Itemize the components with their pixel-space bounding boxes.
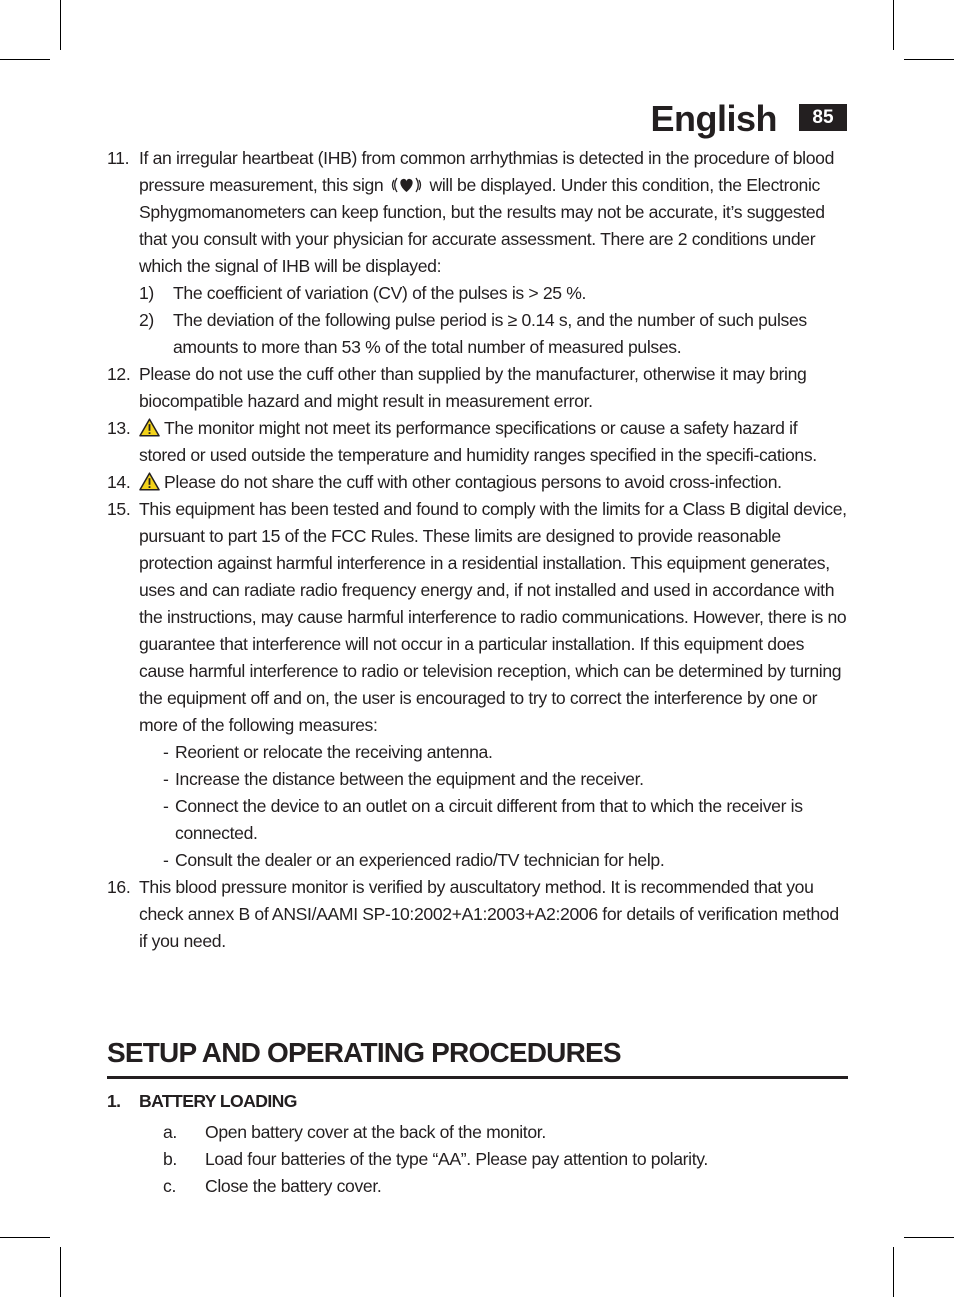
measure-2 (139, 766, 848, 793)
subsection-heading (107, 1088, 848, 1115)
note-12 (107, 361, 848, 415)
note-text: Please do not use the cuff other than supplied by the manufacturer, otherwise it may bring biocompatible hazard and might result in measurement error. (139, 364, 807, 411)
crop-mark (0, 59, 50, 60)
page-number: 85 (799, 104, 847, 131)
condition-2 (139, 307, 848, 361)
condition-1 (139, 280, 848, 307)
step-letter: a. (163, 1122, 177, 1142)
battery-step (107, 1173, 848, 1200)
step-text: Load four batteries of the type “AA”. Please pay attention to polarity. (205, 1149, 708, 1169)
item-number: 15. (107, 499, 131, 519)
step-text: Open battery cover at the back of the monitor. (205, 1122, 546, 1142)
measure-1 (139, 739, 848, 766)
measure-text: Consult the dealer or an experienced radio/TV technician for help. (175, 850, 665, 870)
measure-text: Increase the distance between the equipment and the receiver. (175, 769, 644, 789)
page-header (650, 98, 847, 140)
measure-3 (139, 793, 848, 847)
crop-mark (60, 0, 61, 50)
condition-number: 2) (139, 310, 154, 330)
crop-mark (893, 0, 894, 50)
safety-notes (107, 145, 848, 955)
crop-mark (904, 1237, 954, 1238)
warning-triangle-icon (139, 472, 160, 491)
note-14 (107, 469, 848, 496)
note-15 (107, 496, 848, 874)
note-text: If an irregular heartbeat (IHB) from common arrhythmias is detected in the procedure of blood pressure measurement, this sign (139, 148, 835, 195)
measure-4 (139, 847, 848, 874)
battery-loading (107, 1088, 848, 1200)
note-text: The monitor might not meet its performance specifications or cause a safety hazard if stored or used outside the temperature and humidity ranges specified in the specifi-cations. (139, 418, 817, 465)
crop-mark (0, 1237, 50, 1238)
item-number: 13. (107, 418, 131, 438)
item-number: 12. (107, 364, 131, 384)
battery-step (107, 1119, 848, 1146)
setup-section (107, 1033, 848, 1079)
crop-mark (60, 1247, 61, 1297)
measure-text: Connect the device to an outlet on a circuit different from that to which the receiver is connected. (175, 796, 803, 843)
dash-bullet: - (163, 769, 169, 789)
language-title: English (650, 98, 777, 139)
note-text: will be displayed. Under this condition, the Electronic Sphygmomanometers can keep function, but the results may not be accurate, it’s suggested that you consult with your physician for accurate assessment. There are 2 conditions under which the signal of IHB will be displayed: (139, 175, 825, 276)
step-text: Close the battery cover. (205, 1176, 382, 1196)
subsection-title: BATTERY LOADING (139, 1091, 297, 1111)
note-16 (107, 874, 848, 955)
item-number: 16. (107, 877, 131, 897)
item-number: 14. (107, 472, 131, 492)
step-letter: b. (163, 1149, 177, 1169)
section-divider (107, 1076, 848, 1079)
crop-mark (893, 1247, 894, 1297)
condition-text: The deviation of the following pulse period is ≥ 0.14 s, and the number of such pulses amounts to more than 53 % of the total number of measured pulses. (173, 310, 807, 357)
measure-text: Reorient or relocate the receiving antenna. (175, 742, 493, 762)
dash-bullet: - (163, 796, 169, 816)
note-text: This blood pressure monitor is verified by auscultatory method. It is recommended that you check annex B of ANSI/AAMI SP-10:2002+A1:2003+A2:2006 for details of verification method if you need. (139, 877, 839, 951)
step-letter: c. (163, 1176, 176, 1196)
battery-steps (107, 1119, 848, 1200)
crop-mark (904, 59, 954, 60)
battery-step (107, 1146, 848, 1173)
note-11 (107, 145, 848, 361)
warning-triangle-icon (139, 418, 160, 437)
subsection-number: 1. (107, 1091, 121, 1111)
dash-bullet: - (163, 742, 169, 762)
note-text: Please do not share the cuff with other contagious persons to avoid cross-infection. (164, 472, 782, 492)
section-title: SETUP AND OPERATING PROCEDURES (107, 1037, 621, 1068)
note-text: This equipment has been tested and found to comply with the limits for a Class B digital device, pursuant to part 15 of the FCC Rules. These limits are designed to provide reasonable protection against harmful interference in a residential installation. This equipment generates, uses and can radiate radio frequency energy and, if not installed and used in accordance with the instructions, may cause harmful interference to radio communications. However, there is no guarantee that interference will not occur in a particular installation. If this equipment does cause harmful interference to radio or television reception, which can be determined by turning the equipment off and on, the user is encouraged to try to correct the interference by one or more of the following measures: (139, 499, 847, 735)
note-13 (107, 415, 848, 469)
irregular-heartbeat-icon (390, 176, 423, 194)
item-number: 11. (107, 148, 130, 168)
condition-number: 1) (139, 283, 154, 303)
condition-text: The coefficient of variation (CV) of the pulses is > 25 %. (173, 283, 587, 303)
dash-bullet: - (163, 850, 169, 870)
